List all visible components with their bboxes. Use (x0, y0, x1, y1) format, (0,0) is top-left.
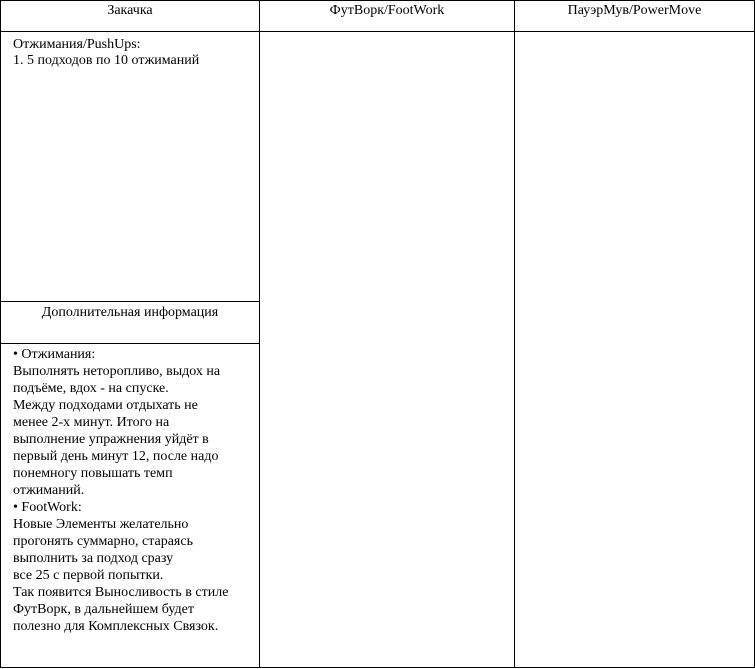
extra-line: • FootWork: (13, 500, 82, 515)
table-border-left (0, 0, 1, 668)
pushups-item-1: 1. 5 подходов по 10 отжиманий (13, 53, 200, 68)
extra-line: выполнить за подход сразу (13, 551, 174, 566)
extra-info-heading: Дополнительная информация (41, 305, 219, 320)
extra-line: полезно для Комплексных Связок. (13, 619, 219, 634)
extra-line: • Отжимания: (13, 347, 96, 362)
header-divider (0, 31, 755, 32)
extra-line: Между подходами отдыхать не (13, 398, 198, 413)
extra-info-top-divider (0, 301, 259, 302)
extra-line: менее 2-х минут. Итого на (13, 415, 170, 430)
header-powermove: ПауэрМув/PowerMove (567, 3, 702, 18)
extra-line: Выполнять неторопливо, выдох на (13, 364, 221, 379)
extra-line: отжиманий. (13, 483, 85, 498)
extra-line: выполнение упражнения уйдёт в (13, 432, 209, 447)
extra-line: ФутВорк, в дальнейшем будет (13, 602, 194, 617)
extra-line: прогонять суммарно, стараясь (13, 534, 193, 549)
header-zakachka: Закачка (107, 3, 153, 18)
table-border-bottom (0, 667, 755, 668)
extra-line: Так появится Выносливость в стиле (13, 585, 229, 600)
column-divider-2 (514, 0, 515, 668)
extra-info-heading-divider (0, 343, 259, 344)
header-footwork: ФутВорк/FootWork (329, 3, 445, 18)
extra-line: подъёме, вдох - на спуске. (13, 381, 169, 396)
extra-line: все 25 с первой попытки. (13, 568, 164, 583)
pushups-title: Отжимания/PushUps: (13, 37, 141, 52)
column-divider-1 (259, 0, 260, 668)
extra-line: Новые Элементы желательно (13, 517, 189, 532)
extra-line: первый день минут 12, после надо (13, 449, 219, 464)
extra-line: понемногу повышать темп (13, 466, 173, 481)
